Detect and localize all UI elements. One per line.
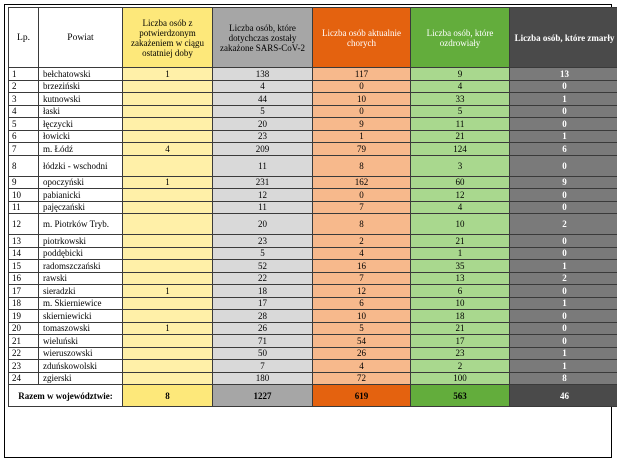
cell-confirmed-24h: 4 [123, 143, 213, 156]
header-confirmed-24h: Liczba osób z potwierdzonym zakażeniem w ciągu ostatniej doby [123, 8, 213, 68]
cell-powiat: m. Skierniewice [39, 297, 123, 310]
cell-powiat: sieradzki [39, 285, 123, 298]
cell-confirmed-24h [123, 310, 213, 323]
cell-total-infected: 71 [213, 335, 313, 348]
table-row [9, 176, 617, 189]
cell-powiat: kutnowski [39, 93, 123, 106]
table-row [9, 260, 617, 273]
cell-total-infected: 138 [213, 68, 313, 81]
cell-lp: 17 [9, 285, 39, 298]
cell-deaths: 0 [510, 335, 617, 348]
cell-lp: 1 [9, 68, 39, 81]
cell-recovered: 5 [411, 105, 510, 118]
cell-active: 54 [313, 335, 411, 348]
cell-active: 12 [313, 285, 411, 298]
cell-total-infected: 20 [213, 118, 313, 131]
table-row [9, 322, 617, 335]
cell-confirmed-24h [123, 360, 213, 373]
cell-active: 10 [313, 310, 411, 323]
cell-confirmed-24h: 1 [123, 285, 213, 298]
cell-active: 0 [313, 80, 411, 93]
cell-powiat: łowicki [39, 130, 123, 143]
cell-deaths: 8 [510, 372, 617, 385]
cell-confirmed-24h: 1 [123, 176, 213, 189]
cell-total-infected: 28 [213, 310, 313, 323]
cell-active: 5 [313, 322, 411, 335]
table-row [9, 201, 617, 214]
cell-lp: 13 [9, 235, 39, 248]
cell-deaths: 1 [510, 93, 617, 106]
cell-active: 0 [313, 189, 411, 202]
cell-deaths: 0 [510, 105, 617, 118]
total-deaths: 46 [510, 385, 617, 407]
cell-powiat: skierniewicki [39, 310, 123, 323]
total-recovered: 563 [411, 385, 510, 407]
cell-active: 117 [313, 68, 411, 81]
cell-total-infected: 22 [213, 272, 313, 285]
cell-active: 10 [313, 93, 411, 106]
cell-active: 9 [313, 118, 411, 131]
cell-lp: 20 [9, 322, 39, 335]
cell-powiat: łaski [39, 105, 123, 118]
cell-deaths: 1 [510, 347, 617, 360]
cell-recovered: 21 [411, 235, 510, 248]
cell-recovered: 21 [411, 322, 510, 335]
cell-total-infected: 44 [213, 93, 313, 106]
cell-confirmed-24h [123, 93, 213, 106]
cell-deaths: 0 [510, 285, 617, 298]
cell-active: 4 [313, 360, 411, 373]
cell-deaths: 0 [510, 201, 617, 214]
table-row [9, 155, 617, 176]
cell-active: 4 [313, 247, 411, 260]
cell-powiat: tomaszowski [39, 322, 123, 335]
cell-powiat: poddębicki [39, 247, 123, 260]
cell-total-infected: 5 [213, 105, 313, 118]
cell-active: 72 [313, 372, 411, 385]
total-label: Razem w województwie: [9, 385, 123, 407]
cell-powiat: pabianicki [39, 189, 123, 202]
cell-recovered: 2 [411, 360, 510, 373]
cell-active: 7 [313, 201, 411, 214]
cell-active: 2 [313, 235, 411, 248]
table-row [9, 272, 617, 285]
header-active: Liczba osób aktualnie chorych [313, 8, 411, 68]
table-row [9, 93, 617, 106]
cell-lp: 22 [9, 347, 39, 360]
cell-powiat: łódzki - wschodni [39, 155, 123, 176]
table-row [9, 347, 617, 360]
cell-confirmed-24h [123, 189, 213, 202]
table-row [9, 247, 617, 260]
cell-powiat: rawski [39, 272, 123, 285]
cell-deaths: 9 [510, 176, 617, 189]
total-infected: 1227 [213, 385, 313, 407]
cell-confirmed-24h [123, 105, 213, 118]
header-recovered: Liczba osób, które ozdrowiały [411, 8, 510, 68]
cell-powiat: m. Łódź [39, 143, 123, 156]
cell-confirmed-24h: 1 [123, 68, 213, 81]
cell-total-infected: 26 [213, 322, 313, 335]
cell-recovered: 6 [411, 285, 510, 298]
table-row [9, 335, 617, 348]
cell-powiat: pajęczański [39, 201, 123, 214]
cell-total-infected: 23 [213, 235, 313, 248]
cell-total-infected: 17 [213, 297, 313, 310]
cell-deaths: 0 [510, 310, 617, 323]
cell-powiat: m. Piotrków Tryb. [39, 214, 123, 235]
cell-confirmed-24h [123, 372, 213, 385]
cell-active: 7 [313, 272, 411, 285]
cell-active: 6 [313, 297, 411, 310]
cell-powiat: zgierski [39, 372, 123, 385]
cell-lp: 7 [9, 143, 39, 156]
cell-powiat: brzeziński [39, 80, 123, 93]
cell-confirmed-24h [123, 214, 213, 235]
cell-recovered: 21 [411, 130, 510, 143]
cell-recovered: 4 [411, 80, 510, 93]
table-row [9, 130, 617, 143]
cell-powiat: zduńskowolski [39, 360, 123, 373]
cell-lp: 2 [9, 80, 39, 93]
cell-confirmed-24h [123, 335, 213, 348]
cell-confirmed-24h: 1 [123, 322, 213, 335]
cell-total-infected: 50 [213, 347, 313, 360]
cell-confirmed-24h [123, 347, 213, 360]
cell-active: 162 [313, 176, 411, 189]
cell-recovered: 33 [411, 93, 510, 106]
cell-total-infected: 7 [213, 360, 313, 373]
cell-deaths: 0 [510, 235, 617, 248]
cell-powiat: piotrkowski [39, 235, 123, 248]
cell-lp: 11 [9, 201, 39, 214]
cell-powiat: wieluński [39, 335, 123, 348]
cell-lp: 10 [9, 189, 39, 202]
cell-deaths: 0 [510, 80, 617, 93]
cell-recovered: 10 [411, 297, 510, 310]
cell-lp: 4 [9, 105, 39, 118]
cell-recovered: 9 [411, 68, 510, 81]
cell-deaths: 13 [510, 68, 617, 81]
total-confirmed-24h: 8 [123, 385, 213, 407]
cell-confirmed-24h [123, 80, 213, 93]
cell-total-infected: 5 [213, 247, 313, 260]
table-row [9, 297, 617, 310]
table-row [9, 214, 617, 235]
cell-recovered: 3 [411, 155, 510, 176]
table-row [9, 80, 617, 93]
cell-lp: 19 [9, 310, 39, 323]
header-lp: Lp. [9, 8, 39, 68]
cell-deaths: 1 [510, 297, 617, 310]
header-powiat: Powiat [39, 8, 123, 68]
document-page [4, 4, 615, 458]
cell-recovered: 124 [411, 143, 510, 156]
cell-powiat: łęczycki [39, 118, 123, 131]
cell-recovered: 100 [411, 372, 510, 385]
cell-confirmed-24h [123, 130, 213, 143]
table-row [9, 189, 617, 202]
cell-deaths: 0 [510, 155, 617, 176]
cell-powiat: wieruszowski [39, 347, 123, 360]
cell-total-infected: 23 [213, 130, 313, 143]
cell-recovered: 12 [411, 189, 510, 202]
cell-total-infected: 231 [213, 176, 313, 189]
cell-total-infected: 12 [213, 189, 313, 202]
cell-confirmed-24h [123, 247, 213, 260]
cell-deaths: 0 [510, 118, 617, 131]
cell-deaths: 0 [510, 322, 617, 335]
table-row [9, 285, 617, 298]
header-deaths: Liczba osób, które zmarły [510, 8, 617, 68]
cell-recovered: 23 [411, 347, 510, 360]
table-row [9, 105, 617, 118]
cell-powiat: bełchatowski [39, 68, 123, 81]
cell-total-infected: 4 [213, 80, 313, 93]
cell-confirmed-24h [123, 235, 213, 248]
table-body [9, 68, 617, 385]
table-row [9, 360, 617, 373]
cell-deaths: 2 [510, 272, 617, 285]
cell-active: 26 [313, 347, 411, 360]
covid-table [8, 7, 617, 407]
cell-recovered: 60 [411, 176, 510, 189]
cell-deaths: 1 [510, 260, 617, 273]
table-row [9, 235, 617, 248]
cell-lp: 16 [9, 272, 39, 285]
cell-confirmed-24h [123, 118, 213, 131]
cell-recovered: 10 [411, 214, 510, 235]
header-total-infected: Liczba osób, które dotychczas zostały zakażone SARS-CoV-2 [213, 8, 313, 68]
cell-total-infected: 20 [213, 214, 313, 235]
table-row [9, 310, 617, 323]
cell-lp: 5 [9, 118, 39, 131]
cell-powiat: opoczyński [39, 176, 123, 189]
cell-deaths: 0 [510, 247, 617, 260]
cell-deaths: 1 [510, 360, 617, 373]
table-row [9, 372, 617, 385]
cell-lp: 9 [9, 176, 39, 189]
cell-total-infected: 18 [213, 285, 313, 298]
table-row [9, 68, 617, 81]
cell-lp: 21 [9, 335, 39, 348]
header-row [9, 8, 617, 68]
cell-confirmed-24h [123, 155, 213, 176]
cell-lp: 12 [9, 214, 39, 235]
table-row [9, 118, 617, 131]
cell-active: 1 [313, 130, 411, 143]
cell-lp: 15 [9, 260, 39, 273]
cell-active: 8 [313, 155, 411, 176]
cell-recovered: 35 [411, 260, 510, 273]
cell-recovered: 1 [411, 247, 510, 260]
cell-lp: 6 [9, 130, 39, 143]
cell-lp: 8 [9, 155, 39, 176]
cell-total-infected: 180 [213, 372, 313, 385]
cell-deaths: 6 [510, 143, 617, 156]
cell-total-infected: 209 [213, 143, 313, 156]
cell-powiat: radomszczański [39, 260, 123, 273]
cell-active: 8 [313, 214, 411, 235]
cell-lp: 24 [9, 372, 39, 385]
cell-recovered: 13 [411, 272, 510, 285]
cell-lp: 23 [9, 360, 39, 373]
cell-deaths: 2 [510, 214, 617, 235]
total-active: 619 [313, 385, 411, 407]
cell-deaths: 1 [510, 130, 617, 143]
total-row [9, 385, 617, 407]
cell-deaths: 0 [510, 189, 617, 202]
cell-total-infected: 11 [213, 201, 313, 214]
cell-recovered: 18 [411, 310, 510, 323]
cell-confirmed-24h [123, 272, 213, 285]
cell-lp: 14 [9, 247, 39, 260]
cell-lp: 18 [9, 297, 39, 310]
cell-confirmed-24h [123, 201, 213, 214]
cell-total-infected: 52 [213, 260, 313, 273]
table-row [9, 143, 617, 156]
cell-confirmed-24h [123, 297, 213, 310]
cell-recovered: 11 [411, 118, 510, 131]
cell-active: 16 [313, 260, 411, 273]
cell-confirmed-24h [123, 260, 213, 273]
cell-active: 0 [313, 105, 411, 118]
cell-active: 79 [313, 143, 411, 156]
cell-recovered: 17 [411, 335, 510, 348]
cell-recovered: 4 [411, 201, 510, 214]
cell-lp: 3 [9, 93, 39, 106]
cell-total-infected: 11 [213, 155, 313, 176]
